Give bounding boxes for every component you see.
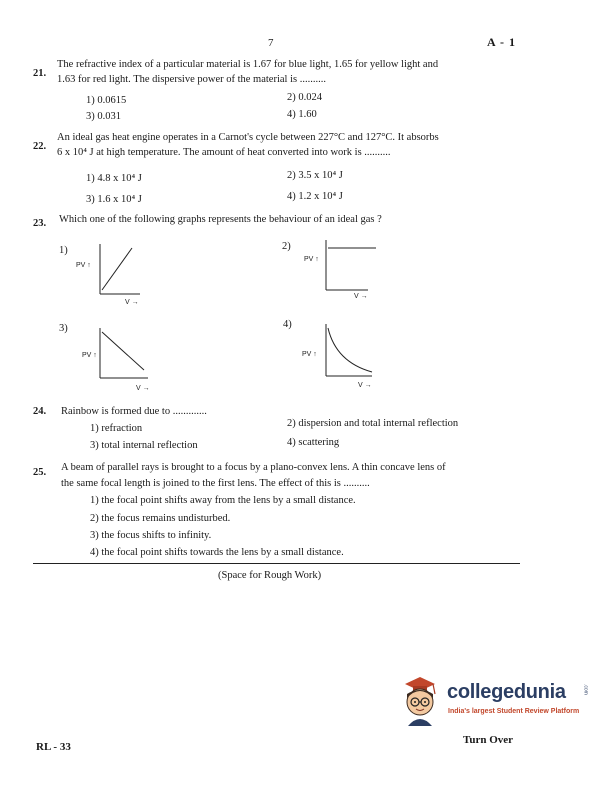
turn-over-label: Turn Over [463, 734, 514, 746]
option-4[interactable]: 4) scattering [287, 437, 340, 448]
y-axis-label: PV ↑ [304, 256, 319, 263]
paper-code: A - 1 [487, 35, 516, 49]
graph-option-label[interactable]: 4) [283, 319, 292, 330]
y-axis-label: PV ↑ [82, 352, 97, 359]
brand-suffix: .com [582, 684, 589, 695]
graph-4-falling-curve[interactable] [300, 318, 395, 390]
question-number: 24. [33, 406, 47, 417]
graph-option-label[interactable]: 2) [282, 241, 291, 252]
question-text-line: A beam of parallel rays is brought to a focus by a plano-convex lens. A thin concave lens of [61, 462, 446, 473]
question-text-line: Which one of the following graphs represents the behaviour of an ideal gas ? [59, 214, 382, 225]
question-number: 22. [33, 141, 47, 152]
page-number: 7 [268, 37, 274, 49]
x-axis-label: V → [136, 385, 150, 392]
graph-option-label[interactable]: 3) [59, 323, 68, 334]
question-text-line: 6 x 10⁴ J at high temperature. The amount of heat converted into work is .......... [57, 147, 391, 158]
graph-3-falling-line[interactable] [80, 322, 175, 392]
question-number: 21. [33, 68, 47, 79]
x-axis-label: V → [125, 299, 139, 306]
graph-2-horizontal-line[interactable] [300, 234, 395, 302]
question-text-line: An ideal gas heat engine operates in a Carnot's cycle between 227°C and 127°C. It absorbs [57, 132, 439, 143]
y-axis-label: PV ↑ [302, 351, 317, 358]
question-number: 23. [33, 218, 47, 229]
option-3[interactable]: 3) total internal reflection [90, 440, 198, 451]
option-1[interactable]: 1) 0.0615 [86, 95, 127, 106]
question-text-line: 1.63 for red light. The dispersive power of the material is .......... [57, 74, 326, 85]
graph-1-rising-line[interactable] [70, 238, 165, 306]
option-4[interactable]: 4) 1.60 [287, 109, 317, 120]
question-number: 25. [33, 467, 47, 478]
rough-work-label: (Space for Rough Work) [218, 570, 322, 581]
option-1[interactable]: 1) refraction [90, 423, 143, 434]
option-3[interactable]: 3) 0.031 [86, 111, 121, 122]
option-3[interactable]: 3) 1.6 x 10⁴ J [86, 194, 142, 205]
question-text-line: Rainbow is formed due to ............. [61, 406, 207, 417]
option-3[interactable]: 3) the focus shifts to infinity. [90, 530, 212, 541]
divider [33, 563, 520, 564]
graph-option-label[interactable]: 1) [59, 245, 68, 256]
option-1[interactable]: 1) the focal point shifts away from the lens by a small distance. [90, 495, 356, 506]
student-mascot-icon [395, 672, 445, 728]
option-2[interactable]: 2) the focus remains undisturbed. [90, 513, 231, 524]
brand-tagline: India's largest Student Review Platform [448, 708, 580, 715]
y-axis-label: PV ↑ [76, 262, 91, 269]
question-text-line: The refractive index of a particular material is 1.67 for blue light, 1.65 for yellow light and [57, 59, 439, 70]
option-2[interactable]: 2) dispersion and total internal reflection [287, 418, 459, 429]
option-2[interactable]: 2) 3.5 x 10⁴ J [287, 170, 343, 181]
x-axis-label: V → [354, 293, 368, 300]
option-1[interactable]: 1) 4.8 x 10⁴ J [86, 173, 142, 184]
question-text-line: the same focal length is joined to the first lens. The effect of this is .......... [61, 478, 370, 489]
brand-name: collegedunia [447, 681, 566, 703]
watermark-logo [395, 672, 595, 728]
option-4[interactable]: 4) 1.2 x 10⁴ J [287, 191, 343, 202]
option-4[interactable]: 4) the focal point shifts towards the lens by a small distance. [90, 547, 344, 558]
x-axis-label: V → [358, 382, 372, 389]
footer-code: RL - 33 [36, 741, 71, 753]
option-2[interactable]: 2) 0.024 [287, 92, 322, 103]
